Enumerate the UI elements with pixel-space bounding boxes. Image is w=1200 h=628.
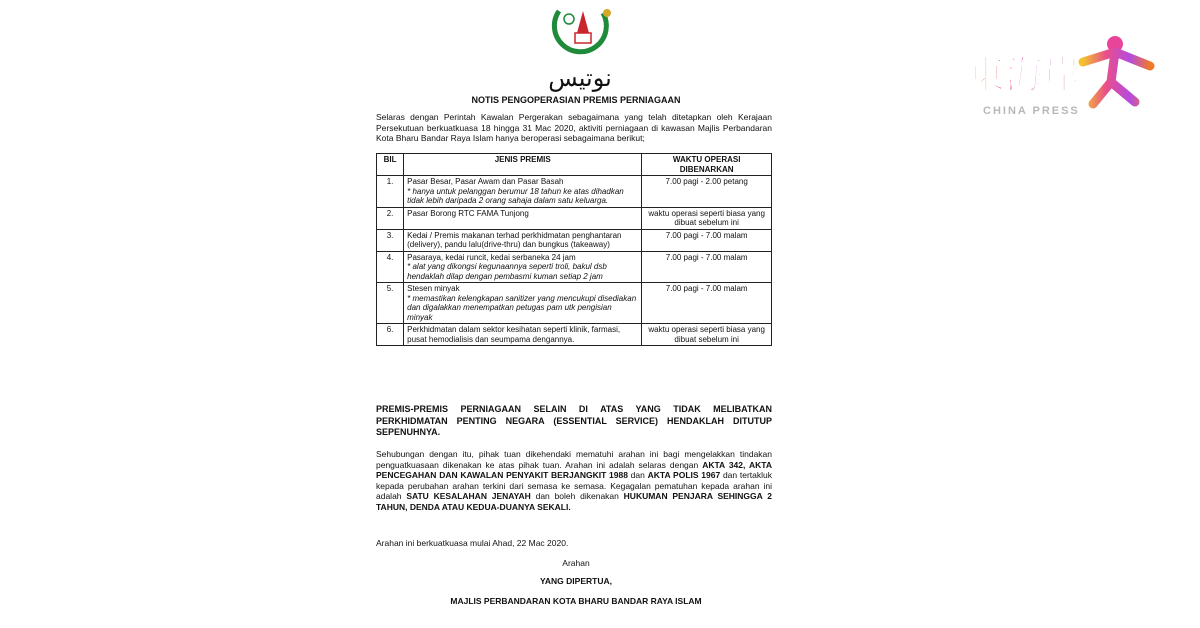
- closing-notice: PREMIS-PREMIS PERNIAGAAN SELAIN DI ATAS YANG TIDAK MELIBATKAN PERKHIDMATAN PENTING NEGARA (ESSENTIAL SERVICE) HENDAKLAH DITUTUP SEPENUHNYA.: [376, 404, 772, 437]
- premises-table: [376, 153, 772, 346]
- text: dan: [627, 470, 648, 480]
- brand-chinese: 東海岸: [967, 53, 1082, 97]
- table-row: [377, 251, 772, 283]
- row-note: * alat yang dikongsi kegunaannya seperti troli, bakul dsb hendaklah dilap dengan pembasmi kuman setiap 2 jam: [407, 262, 607, 281]
- effective-date: Arahan ini berkuatkuasa mulai Ahad, 22 Mac 2020.: [376, 538, 569, 548]
- mpkb-logo: [545, 3, 617, 63]
- row-waktu: 7.00 pagi - 7.00 malam: [642, 283, 772, 324]
- text: Sehubungan dengan itu, pihak tuan dikehendaki mematuhi arahan ini bagi mengelakkan tindakan penguatkuasaan dikenakan ke atas pihak tuan. Arahan ini adalah selaras dengan: [376, 449, 772, 470]
- row-waktu: waktu operasi seperti biasa yang dibuat sebelum ini: [642, 324, 772, 346]
- row-jenis: [404, 229, 642, 251]
- signoff-arahan: Arahan: [562, 558, 590, 568]
- col-bil: BIL: [377, 154, 404, 176]
- table-row: [377, 176, 772, 208]
- row-bil: 6.: [377, 324, 404, 346]
- text: dan tertakluk kepada perubahan arahan terkini dari semasa ke semasa. Kegagalan pematuhan kepada arahan ini adalah: [376, 470, 773, 501]
- row-jenis-text: Pasaraya, kedai runcit, kedai serbaneka 24 jam: [407, 252, 576, 262]
- row-jenis-text: Stesen minyak: [407, 284, 460, 293]
- offence: SATU KESALAHAN JENAYAH: [406, 491, 531, 501]
- row-note: * hanya untuk pelanggan berumur 18 tahun ke atas dihadkan tidak lebih daripada 2 orang sahaja dalam satu keluarga.: [407, 186, 624, 205]
- table-row: [377, 207, 772, 229]
- akta-polis: AKTA POLIS 1967: [647, 470, 721, 480]
- row-bil: 3.: [377, 229, 404, 251]
- table-row: [377, 283, 772, 324]
- notice-title: NOTIS PENGOPERASIAN PREMIS PERNIAGAAN: [471, 95, 681, 105]
- row-jenis: [404, 251, 642, 283]
- row-jenis: [404, 176, 642, 208]
- penalty: HUKUMAN PENJARA SEHINGGA 2 TAHUN, DENDA ATAU KEDUA-DUANYA SEKALI.: [376, 491, 772, 512]
- row-waktu: 7.00 pagi - 2.00 petang: [642, 176, 772, 208]
- intro-paragraph: Selaras dengan Perintah Kawalan Pergerakan sebagaimana yang telah ditetapkan oleh Kerajaan Persekutuan berkuatkuasa 18 hingga 31 Mac 2020, aktiviti perniagaan di kawasan Majlis Perbandaran Kota Bharu Bandar Raya Islam hanya beroperasi sebagaimana berikut;: [376, 112, 772, 143]
- signoff-org: MAJLIS PERBANDARAN KOTA BHARU BANDAR RAYA ISLAM: [450, 596, 702, 606]
- col-jenis: JENIS PREMIS: [404, 154, 642, 176]
- compliance-paragraph: [376, 449, 772, 512]
- act-342: AKTA 342, AKTA PENCEGAHAN DAN KAWALAN PENYAKIT BERJANGKIT 1988: [376, 459, 772, 480]
- row-jenis-text: Kedai / Premis makanan terhad perkhidmatan penghantaran (delivery), pandu lalu(drive-thru) dan bungkus (takeaway): [407, 230, 622, 249]
- table-header-row: [377, 154, 772, 176]
- row-bil: 4.: [377, 251, 404, 283]
- row-waktu: 7.00 pagi - 7.00 malam: [642, 251, 772, 283]
- row-bil: 2.: [377, 207, 404, 229]
- brand-english: CHINA PRESS: [983, 105, 1080, 117]
- table-row: [377, 324, 772, 346]
- row-jenis: [404, 207, 642, 229]
- col-waktu: WAKTU OPERASI DIBENARKAN: [642, 154, 772, 176]
- row-jenis-text: Pasar Besar, Pasar Awam dan Pasar Basah: [407, 177, 564, 186]
- row-bil: 5.: [377, 283, 404, 324]
- jawi-title: نوتيس: [548, 64, 612, 92]
- row-waktu: waktu operasi seperti biasa yang dibuat sebelum ini: [642, 207, 772, 229]
- text: dan boleh dikenakan: [530, 491, 624, 501]
- row-jenis: [404, 324, 642, 346]
- row-note: * memastikan kelengkapan sanitizer yang mencukupi disediakan dan digalakkan menempatkan petugas pam utk pengisian minyak: [407, 293, 637, 322]
- row-jenis: [404, 283, 642, 324]
- signoff-role: YANG DIPERTUA,: [540, 576, 612, 586]
- row-bil: 1.: [377, 176, 404, 208]
- table-row: [377, 229, 772, 251]
- china-press-logo: [965, 32, 1155, 120]
- row-jenis-text: Perkhidmatan dalam sektor kesihatan seperti klinik, farmasi, pusat hemodialisis dan seumpama dengannya.: [407, 325, 621, 344]
- row-waktu: 7.00 pagi - 7.00 malam: [642, 229, 772, 251]
- row-jenis-text: Pasar Borong RTC FAMA Tunjong: [407, 208, 529, 218]
